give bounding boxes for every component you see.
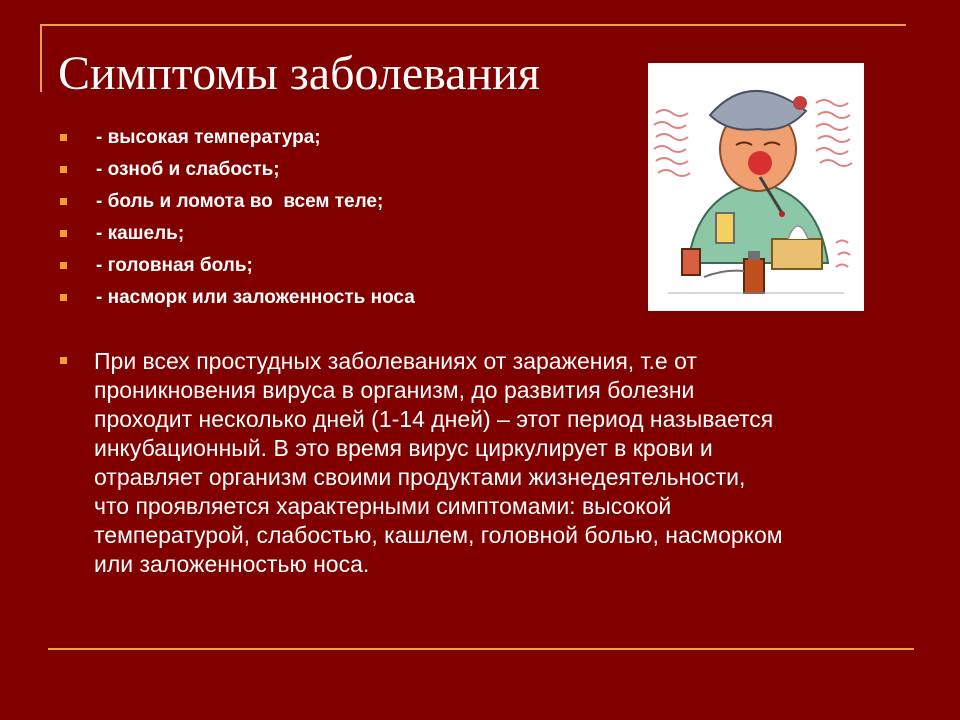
fever-waves-low <box>836 241 850 268</box>
symptom-text: - кашель; <box>96 223 185 244</box>
glass-shape <box>716 213 734 243</box>
slide-title: Симптомы заболевания <box>58 47 540 100</box>
bullet-icon <box>60 230 67 237</box>
spoon-shape <box>704 271 744 277</box>
paragraph-text: При всех простудных заболеваниях от заражения, т.е от проникновения вируса в организм, до развития болезни проходит несколько дней (1-14 дней) – этот период называется инкубационный. В это время вирус циркулирует в крови и отравляет организм своими продуктами жизнедеятельности, что проявляется характерными симптомами: высокой температурой, слабостью, кашлем, головной болью, насморком или заложенностью носа. <box>94 348 783 577</box>
symptom-item <box>60 122 415 154</box>
pill-jar-shape <box>682 249 700 275</box>
symptom-item <box>60 250 415 282</box>
sick-person-icon <box>648 63 864 311</box>
fever-waves-left <box>654 110 690 176</box>
symptom-item <box>60 218 415 250</box>
frame-bottom-line <box>48 648 914 650</box>
fever-waves-right <box>816 100 852 166</box>
bullet-icon <box>60 166 67 173</box>
bullet-icon <box>60 294 67 301</box>
ice-bag-cap <box>793 96 807 110</box>
symptom-text: - боль и ломота во всем теле; <box>96 191 384 212</box>
sick-person-illustration <box>648 63 864 311</box>
symptom-text: - озноб и слабость; <box>96 159 280 180</box>
frame-left-line <box>40 24 42 92</box>
bullet-icon <box>60 357 67 364</box>
symptom-text: - высокая температура; <box>96 127 321 148</box>
tissue-box-shape <box>772 239 822 269</box>
bullet-icon <box>60 262 67 269</box>
symptom-text: - насморк или заложенность носа <box>96 287 415 308</box>
ice-bag-shape <box>710 91 806 130</box>
nose-shape <box>748 151 772 175</box>
bullet-icon <box>60 198 67 205</box>
bottle-shape <box>744 259 764 293</box>
bottle-cap <box>748 251 760 260</box>
symptom-text: - головная боль; <box>96 255 253 276</box>
symptom-list <box>60 122 415 314</box>
symptom-item <box>60 186 415 218</box>
symptom-item <box>60 282 415 314</box>
frame-top-line <box>40 24 906 26</box>
incubation-paragraph <box>60 347 920 579</box>
thermometer-bulb <box>779 211 785 217</box>
symptom-item <box>60 154 415 186</box>
bullet-icon <box>60 134 67 141</box>
